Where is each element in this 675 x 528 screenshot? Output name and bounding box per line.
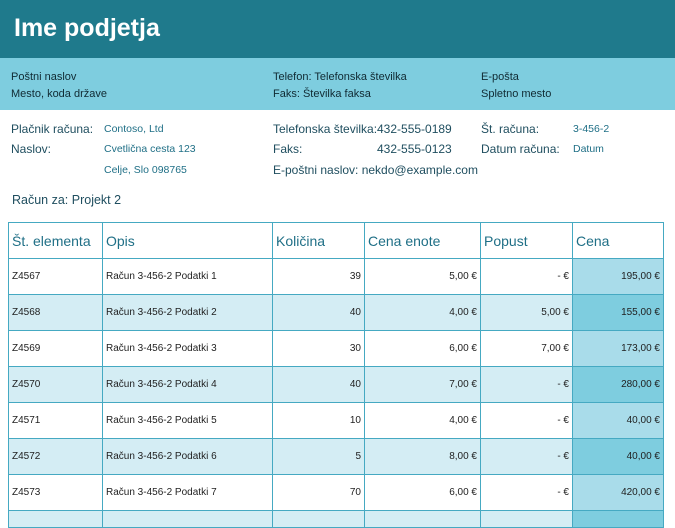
payer-city: Celje, Slo 098765 <box>104 164 187 176</box>
cell-empty[interactable] <box>365 511 481 528</box>
cell-description[interactable]: Račun 3-456-2 Podatki 3 <box>103 331 273 367</box>
table-header-row <box>9 223 664 259</box>
company-address: Poštni naslov <box>11 71 77 83</box>
cell-quantity[interactable]: 40 <box>273 295 365 331</box>
cell-quantity[interactable]: 5 <box>273 439 365 475</box>
cell-quantity[interactable]: 30 <box>273 331 365 367</box>
cell-price[interactable]: 280,00 € <box>573 367 664 403</box>
header-bar <box>0 0 675 58</box>
invoice-date-label: Datum računa: <box>481 142 560 156</box>
cell-description[interactable]: Račun 3-456-2 Podatki 4 <box>103 367 273 403</box>
company-city: Mesto, koda države <box>11 88 107 100</box>
cell-description[interactable]: Račun 3-456-2 Podatki 2 <box>103 295 273 331</box>
cell-quantity[interactable]: 70 <box>273 475 365 511</box>
invoice-number-label: Št. računa: <box>481 122 540 136</box>
cell-discount[interactable]: - € <box>481 403 573 439</box>
contact-phone: 432-555-0189 <box>377 122 452 136</box>
cell-price[interactable]: 155,00 € <box>573 295 664 331</box>
contact-fax: 432-555-0123 <box>377 142 452 156</box>
cell-empty[interactable] <box>273 511 365 528</box>
cell-unit-price[interactable]: 4,00 € <box>365 403 481 439</box>
items-table-wrap <box>8 222 663 528</box>
invoice-date: Datum <box>573 143 604 155</box>
payer-name: Contoso, Ltd <box>104 123 164 135</box>
cell-unit-price[interactable]: 6,00 € <box>365 475 481 511</box>
cell-item[interactable]: Z4573 <box>9 475 103 511</box>
col-header-item[interactable]: Št. elementa <box>9 223 103 259</box>
cell-description[interactable]: Račun 3-456-2 Podatki 7 <box>103 475 273 511</box>
table-row <box>9 475 664 511</box>
cell-unit-price[interactable]: 5,00 € <box>365 259 481 295</box>
cell-item[interactable]: Z4569 <box>9 331 103 367</box>
cell-description[interactable]: Račun 3-456-2 Podatki 6 <box>103 439 273 475</box>
items-table <box>8 222 664 528</box>
table-row <box>9 295 664 331</box>
cell-description[interactable]: Račun 3-456-2 Podatki 1 <box>103 259 273 295</box>
cell-empty[interactable] <box>9 511 103 528</box>
cell-discount[interactable]: - € <box>481 475 573 511</box>
cell-empty[interactable] <box>481 511 573 528</box>
col-header-discount[interactable]: Popust <box>481 223 573 259</box>
cell-empty[interactable] <box>103 511 273 528</box>
table-row-empty <box>9 511 664 528</box>
cell-item[interactable]: Z4568 <box>9 295 103 331</box>
cell-quantity[interactable]: 10 <box>273 403 365 439</box>
invoice-number: 3-456-2 <box>573 123 610 135</box>
table-row <box>9 331 664 367</box>
company-phone: Telefon: Telefonska številka <box>273 71 407 83</box>
cell-item[interactable]: Z4570 <box>9 367 103 403</box>
company-email: E-pošta <box>481 71 519 83</box>
cell-item[interactable]: Z4571 <box>9 403 103 439</box>
cell-unit-price[interactable]: 8,00 € <box>365 439 481 475</box>
table-row <box>9 403 664 439</box>
contact-phone-label: Telefonska številka: <box>273 122 378 136</box>
cell-discount[interactable]: - € <box>481 367 573 403</box>
cell-price[interactable]: 420,00 € <box>573 475 664 511</box>
cell-description[interactable]: Račun 3-456-2 Podatki 5 <box>103 403 273 439</box>
cell-discount[interactable]: - € <box>481 439 573 475</box>
company-website: Spletno mesto <box>481 88 552 100</box>
company-fax: Faks: Številka faksa <box>273 88 371 100</box>
cell-unit-price[interactable]: 4,00 € <box>365 295 481 331</box>
cell-price[interactable]: 173,00 € <box>573 331 664 367</box>
col-header-price[interactable]: Cena <box>573 223 664 259</box>
contact-email: E-poštni naslov: nekdo@example.com <box>273 163 478 177</box>
payer-street: Cvetlična cesta 123 <box>104 143 196 155</box>
cell-quantity[interactable]: 39 <box>273 259 365 295</box>
cell-item[interactable]: Z4572 <box>9 439 103 475</box>
cell-price[interactable]: 195,00 € <box>573 259 664 295</box>
table-row <box>9 367 664 403</box>
col-header-quantity[interactable]: Količina <box>273 223 365 259</box>
col-header-description[interactable]: Opis <box>103 223 273 259</box>
table-row <box>9 439 664 475</box>
cell-discount[interactable]: - € <box>481 259 573 295</box>
company-name: Ime podjetja <box>14 14 160 42</box>
cell-quantity[interactable]: 40 <box>273 367 365 403</box>
cell-unit-price[interactable]: 6,00 € <box>365 331 481 367</box>
bill-to: Račun za: Projekt 2 <box>12 193 122 207</box>
company-info-band <box>0 58 675 110</box>
cell-unit-price[interactable]: 7,00 € <box>365 367 481 403</box>
cell-price[interactable]: 40,00 € <box>573 439 664 475</box>
cell-item[interactable]: Z4567 <box>9 259 103 295</box>
payer-address-label: Naslov: <box>11 142 52 156</box>
contact-fax-label: Faks: <box>273 142 303 156</box>
cell-discount[interactable]: 7,00 € <box>481 331 573 367</box>
cell-price[interactable]: 40,00 € <box>573 403 664 439</box>
cell-discount[interactable]: 5,00 € <box>481 295 573 331</box>
col-header-unit-price[interactable]: Cena enote <box>365 223 481 259</box>
payer-label: Plačnik računa: <box>11 122 94 136</box>
cell-empty[interactable] <box>573 511 664 528</box>
table-row <box>9 259 664 295</box>
